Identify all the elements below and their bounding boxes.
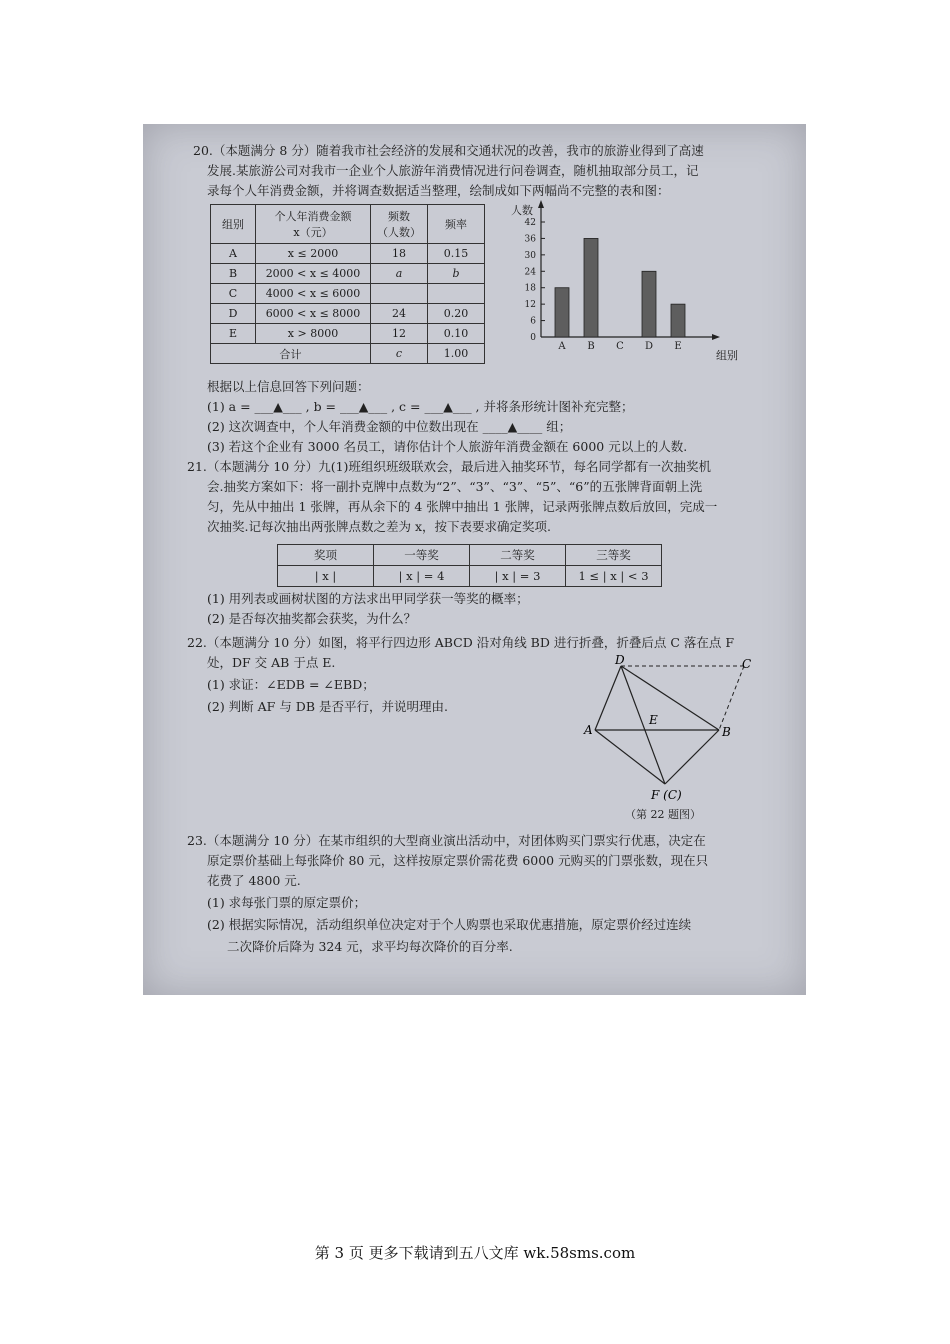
cell-total-label: 合计: [211, 344, 371, 364]
table-header-row: [211, 205, 485, 244]
q21-sub2: (2) 是否每次抽奖都会获奖，为什么？: [207, 611, 417, 626]
cell-first-condition: | x | = 4: [374, 566, 470, 587]
header-group: 组别: [211, 205, 256, 244]
cell-group: B: [211, 264, 256, 284]
q20-prompt: 根据以上信息回答下列问题：: [207, 379, 370, 394]
bar: [555, 288, 569, 337]
y-tick-label: 6: [530, 316, 536, 327]
table-row: [211, 244, 485, 264]
category-label: B: [587, 341, 595, 352]
q22-caption: （第 22 题图）: [625, 808, 701, 821]
header-amount-unit: x（元）: [293, 226, 333, 239]
cell-amount: 4000 < x ≤ 6000: [256, 284, 371, 304]
cell-x-label: | x |: [278, 566, 374, 587]
q21-line3: 匀，先从中抽出 1 张牌，再从余下的 4 张牌中抽出 1 张牌，记录两张牌点数后放回，完成一: [207, 499, 718, 514]
q20-sub2: (2) 这次调查中，个人年消费金额的中位数出现在 ____▲____ 组；: [207, 419, 572, 434]
segment-da: [595, 666, 621, 730]
scanned-exam-page: [143, 124, 806, 995]
q20-line2: 发展.某旅游公司对我市一企业个人旅游年消费情况进行问卷调查，随机抽取部分员工，记: [207, 163, 699, 178]
table-row: [211, 264, 485, 284]
label-e: E: [649, 713, 658, 727]
q22-line1: 22.（本题满分 10 分）如图，将平行四边形 ABCD 沿对角线 BD 进行折叠，折叠后点 C 落在点 F: [187, 635, 735, 650]
x-axis-label: 组别: [716, 349, 738, 362]
cell-third-prize: 三等奖: [566, 545, 662, 566]
cell-third-condition: 1 ≤ | x | < 3: [566, 566, 662, 587]
q21-line2: 会.抽奖方案如下：将一副扑克牌中点数为“2”、“3”、“3”、“5”、“6”的五张牌背面朝上洗: [207, 479, 703, 494]
q20-line3: 录每个人年消费金额，并将调查数据适当整理，绘制成如下两幅尚不完整的表和图：: [207, 183, 670, 198]
category-label: A: [558, 341, 566, 352]
header-count-title: 频数: [388, 210, 410, 223]
cell-count: [371, 284, 428, 304]
cell-total-rate: 1.00: [428, 344, 485, 364]
header-amount: [256, 205, 371, 244]
cell-amount: x > 8000: [256, 324, 371, 344]
q20-sub1: (1) a = ___▲___ , b = ___▲___ , c = ___▲___ , 并将条形统计图补充完整；: [207, 399, 634, 414]
y-tick-label: 18: [524, 283, 536, 294]
y-tick-label: 42: [524, 218, 536, 228]
table-row: [278, 566, 662, 587]
segment-bf: [665, 730, 719, 784]
y-axis-arrow: [538, 200, 544, 208]
x-axis-arrow: [712, 334, 720, 340]
q23-sub2: (2) 根据实际情况，活动组织单位决定对于个人购票也采取优惠措施，原定票价经过连续: [207, 917, 692, 932]
q23-line3: 花费了 4800 元.: [207, 873, 301, 888]
header-rate: 频率: [428, 205, 485, 244]
cell-amount: 2000 < x ≤ 4000: [256, 264, 371, 284]
q22-fold-figure: [579, 653, 752, 806]
q20-bar-chart: [503, 202, 743, 372]
page-footer: 第 3 页 更多下载请到五八文库 wk.58sms.com: [314, 1244, 636, 1262]
q22-line2: 处，DF 交 AB 于点 E.: [207, 655, 336, 670]
bar: [642, 271, 656, 337]
cell-rate: 0.10: [428, 324, 485, 344]
q23-sub2b: 二次降价后降为 324 元，求平均每次降价的百分率.: [227, 939, 513, 954]
q21-line1: 21.（本题满分 10 分）九(1)班组织班级联欢会，最后进入抽奖环节，每名同学都有一次抽奖机: [187, 459, 711, 474]
header-amount-title: 个人年消费金额: [274, 210, 352, 223]
q20-frequency-table: [210, 204, 485, 364]
y-tick-label: 24: [524, 267, 536, 278]
table-row: [211, 304, 485, 324]
cell-count: a: [371, 264, 428, 284]
cell-count: 12: [371, 324, 428, 344]
cell-first-prize: 一等奖: [374, 545, 470, 566]
q23-line1: 23.（本题满分 10 分）在某市组织的大型商业演出活动中，对团体购买门票实行优惠，决定在: [187, 833, 706, 848]
q21-prize-table: [277, 544, 662, 587]
cell-total-count: c: [371, 344, 428, 364]
cell-rate: [428, 284, 485, 304]
table-total-row: [211, 344, 485, 364]
label-d: D: [615, 653, 625, 667]
cell-count: 18: [371, 244, 428, 264]
q21-line4: 次抽奖.记每次抽出两张牌点数之差为 x，按下表要求确定奖项.: [207, 519, 551, 534]
cell-amount: x ≤ 2000: [256, 244, 371, 264]
cell-group: A: [211, 244, 256, 264]
q23-sub1: (1) 求每张门票的原定票价；: [207, 895, 367, 910]
cell-second-condition: | x | = 3: [470, 566, 566, 587]
cell-rate: b: [428, 264, 485, 284]
q21-sub1: (1) 用列表或画树状图的方法求出甲同学获一等奖的概率；: [207, 591, 529, 606]
q20-sub3: (3) 若这个企业有 3000 名员工，请你估计个人旅游年消费金额在 6000 元以上的人数.: [207, 439, 688, 454]
cell-group: E: [211, 324, 256, 344]
dashed-cb: [719, 666, 744, 730]
q22-sub1: (1) 求证：∠EDB = ∠EBD；: [207, 677, 375, 692]
label-f: F (C): [651, 788, 682, 802]
table-row: [211, 284, 485, 304]
q22-sub2: (2) 判断 AF 与 DB 是否平行，并说明理由.: [207, 699, 448, 714]
q20-line1: 20.（本题满分 8 分）随着我市社会经济的发展和交通状况的改善，我市的旅游业得到了高速: [193, 143, 704, 158]
cell-second-prize: 二等奖: [470, 545, 566, 566]
label-c: C: [742, 657, 752, 671]
y-tick-label: 0: [530, 333, 536, 343]
q23-line2: 原定票价基础上每张降价 80 元，这样按原定票价需花费 6000 元购买的门票张数，现在只: [207, 853, 709, 868]
cell-count: 24: [371, 304, 428, 324]
cell-prize-label: 奖项: [278, 545, 374, 566]
label-b: B: [722, 725, 731, 739]
cell-amount: 6000 < x ≤ 8000: [256, 304, 371, 324]
y-axis-label: 人数: [511, 204, 533, 217]
category-label: D: [644, 341, 654, 352]
header-count: [371, 205, 428, 244]
category-label: E: [674, 341, 682, 352]
header-count-unit: （人数）: [377, 226, 421, 239]
y-tick-label: 30: [524, 250, 536, 261]
category-label: C: [616, 341, 624, 352]
y-tick-label: 12: [524, 300, 536, 311]
y-tick-label: 36: [524, 234, 536, 245]
segment-db: [621, 666, 719, 730]
bar: [671, 304, 685, 337]
cell-rate: 0.20: [428, 304, 485, 324]
cell-group: D: [211, 304, 256, 324]
table-row: [278, 545, 662, 566]
bar: [584, 238, 598, 337]
table-row: [211, 324, 485, 344]
cell-group: C: [211, 284, 256, 304]
label-a: A: [584, 723, 593, 737]
cell-rate: 0.15: [428, 244, 485, 264]
